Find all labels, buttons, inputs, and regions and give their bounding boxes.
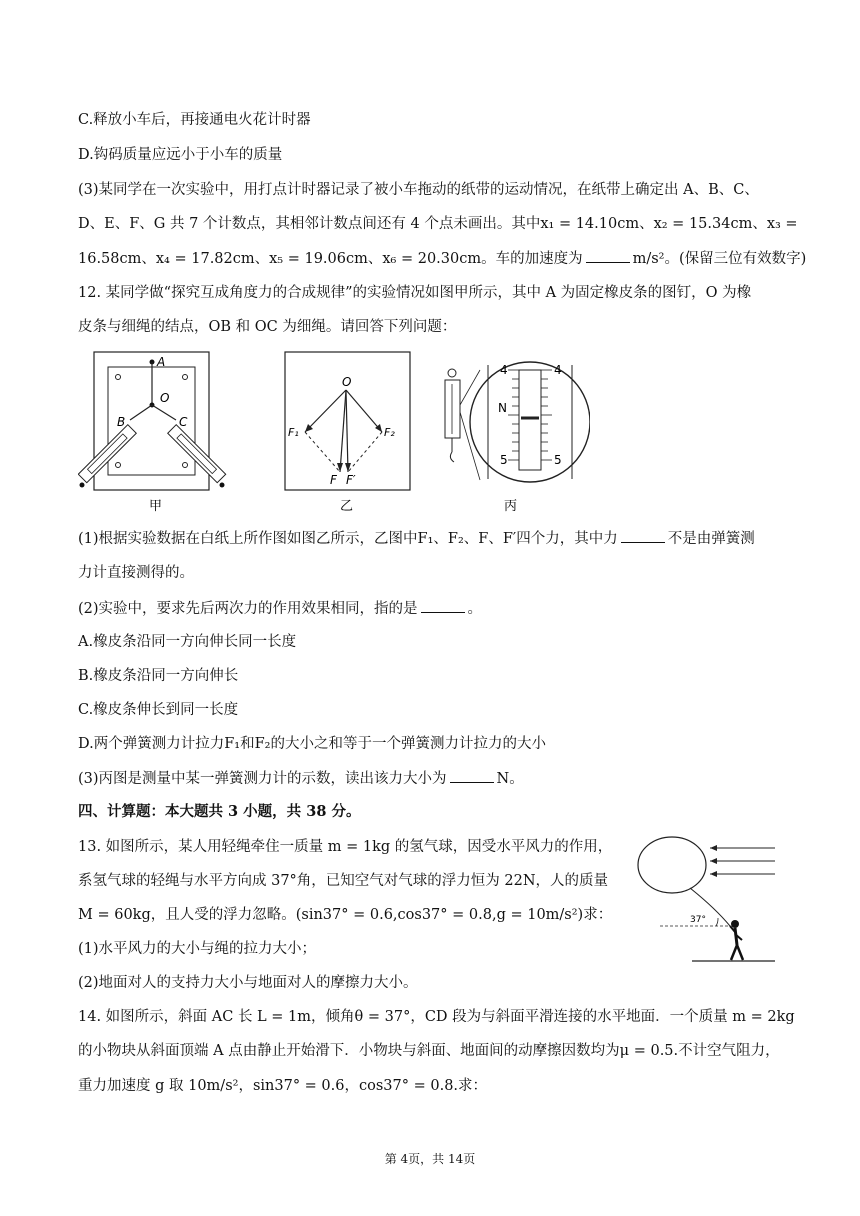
- option-c: C.橡皮条伸长到同一长度: [78, 702, 239, 718]
- tick-4-right: 4: [554, 363, 562, 377]
- answer-blank[interactable]: [421, 598, 465, 613]
- q12-line2: 皮条与细绳的结点，OB 和 OC 为细绳。请回答下列问题：: [78, 319, 457, 335]
- tick-5-right: 5: [554, 453, 562, 467]
- option-b: B.橡皮条沿同一方向伸长: [78, 668, 239, 684]
- q12-1-line1: [78, 528, 755, 549]
- figure-yi: [280, 350, 420, 515]
- label-f1: F₁: [288, 426, 299, 439]
- q12-2-line: [78, 598, 482, 619]
- answer-blank[interactable]: [450, 768, 494, 783]
- angle-label: 37°: [690, 915, 706, 925]
- label-o: O: [342, 375, 352, 389]
- q12-line1: 12. 某同学做“探究互成角度力的合成规律”的实验情况如图甲所示，其中 A 为固定橡皮条的图钉，O 为橡: [78, 285, 752, 301]
- caption-yi: 乙: [340, 499, 354, 514]
- q12-1-text: (1)根据实验数据在白纸上所作图如图乙所示，乙图中F₁、F₂、F、F′四个力，其中力: [78, 531, 618, 547]
- page-footer: 第 4页，共 14页: [384, 1152, 476, 1166]
- label-o: O: [160, 391, 170, 405]
- label-f: F: [330, 473, 337, 487]
- q14-line3: 重力加速度 g 取 10m/s²，sin37° = 0.6，cos37° = 0.8.求：: [78, 1078, 488, 1094]
- q13-sub1: (1)水平风力的大小与绳的拉力大小；: [78, 941, 317, 957]
- q11-3-line3-text: 16.58cm、x₄ = 17.82cm、x₅ = 19.06cm、x₆ = 20.30cm。车的加速度为: [78, 251, 583, 267]
- q13-line2: 系氢气球的轻绳与水平方向成 37°角，已知空气对气球的浮力恒为 22N，人的质量: [78, 873, 609, 889]
- figure-balloon: [630, 830, 780, 970]
- label-n: N: [498, 401, 507, 415]
- figure-bing: [430, 340, 590, 515]
- q11-3-line3: [78, 248, 806, 269]
- q11-3-line3-unit: m/s²。(保留三位有效数字): [632, 251, 807, 267]
- q12-3-line: [78, 768, 524, 789]
- answer-blank[interactable]: [586, 248, 630, 263]
- caption-bing: 丙: [504, 499, 518, 514]
- option-d: D.两个弹簧测力计拉力F₁和F₂的大小之和等于一个弹簧测力计拉力的大小: [78, 736, 546, 752]
- q14-line1: 14. 如图所示，斜面 AC 长 L = 1m，倾角θ = 37°，CD 段为与斜面平滑连接的水平地面．一个质量 m = 2kg: [78, 1009, 795, 1025]
- q12-1-tail: 不是由弹簧测: [667, 531, 755, 547]
- q14-line2: 的小物块从斜面顶端 A 点由静止开始滑下．小物块与斜面、地面间的动摩擦因数均为μ = 0.5.不计空气阻力，: [78, 1043, 780, 1059]
- label-fprime: F′: [346, 473, 356, 487]
- q12-2-text: (2)实验中，要求先后两次力的作用效果相同，指的是: [78, 601, 418, 617]
- q12-1-line2: 力计直接测得的。: [78, 565, 194, 581]
- q12-3-text: (3)丙图是测量中某一弹簧测力计的示数，读出该力大小为: [78, 771, 447, 787]
- answer-blank[interactable]: [621, 528, 665, 543]
- caption-jia: 甲: [149, 499, 163, 514]
- q12-3-unit: N。: [496, 771, 524, 787]
- option-d-text: D.钩码质量应远小于小车的质量: [78, 147, 283, 163]
- tick-4-left: 4: [500, 363, 508, 377]
- tick-5-left: 5: [500, 453, 508, 467]
- option-a: A.橡皮条沿同一方向伸长同一长度: [78, 634, 297, 650]
- q13-line1: 13. 如图所示，某人用轻绳牵住一质量 m = 1kg 的氢气球，因受水平风力的作用，: [78, 839, 613, 855]
- label-c: C: [179, 415, 188, 429]
- label-a: A: [157, 355, 166, 369]
- q11-3-line1: (3)某同学在一次实验中，用打点计时器记录了被小车拖动的纸带的运动情况，在纸带上确定出 A、B、C、: [78, 182, 759, 198]
- q13-line3: M = 60kg，且人受的浮力忽略。(sin37° = 0.6,cos37° = 0.8,g = 10m/s²)求：: [78, 907, 613, 923]
- option-c-text: C.释放小车后，再接通电火花计时器: [78, 112, 311, 128]
- label-b: B: [117, 415, 126, 429]
- q12-2-tail: 。: [467, 601, 483, 617]
- label-f2: F₂: [384, 426, 395, 439]
- q13-sub2: (2)地面对人的支持力大小与地面对人的摩擦力大小。: [78, 975, 418, 991]
- figure-jia: [78, 350, 238, 515]
- section-heading: 四、计算题：本大题共 3 小题，共 38 分。: [78, 803, 361, 820]
- q11-3-line2: D、E、F、G 共 7 个计数点，其相邻计数点间还有 4 个点未画出。其中x₁ = 14.10cm、x₂ = 15.34cm、x₃ =: [78, 216, 798, 232]
